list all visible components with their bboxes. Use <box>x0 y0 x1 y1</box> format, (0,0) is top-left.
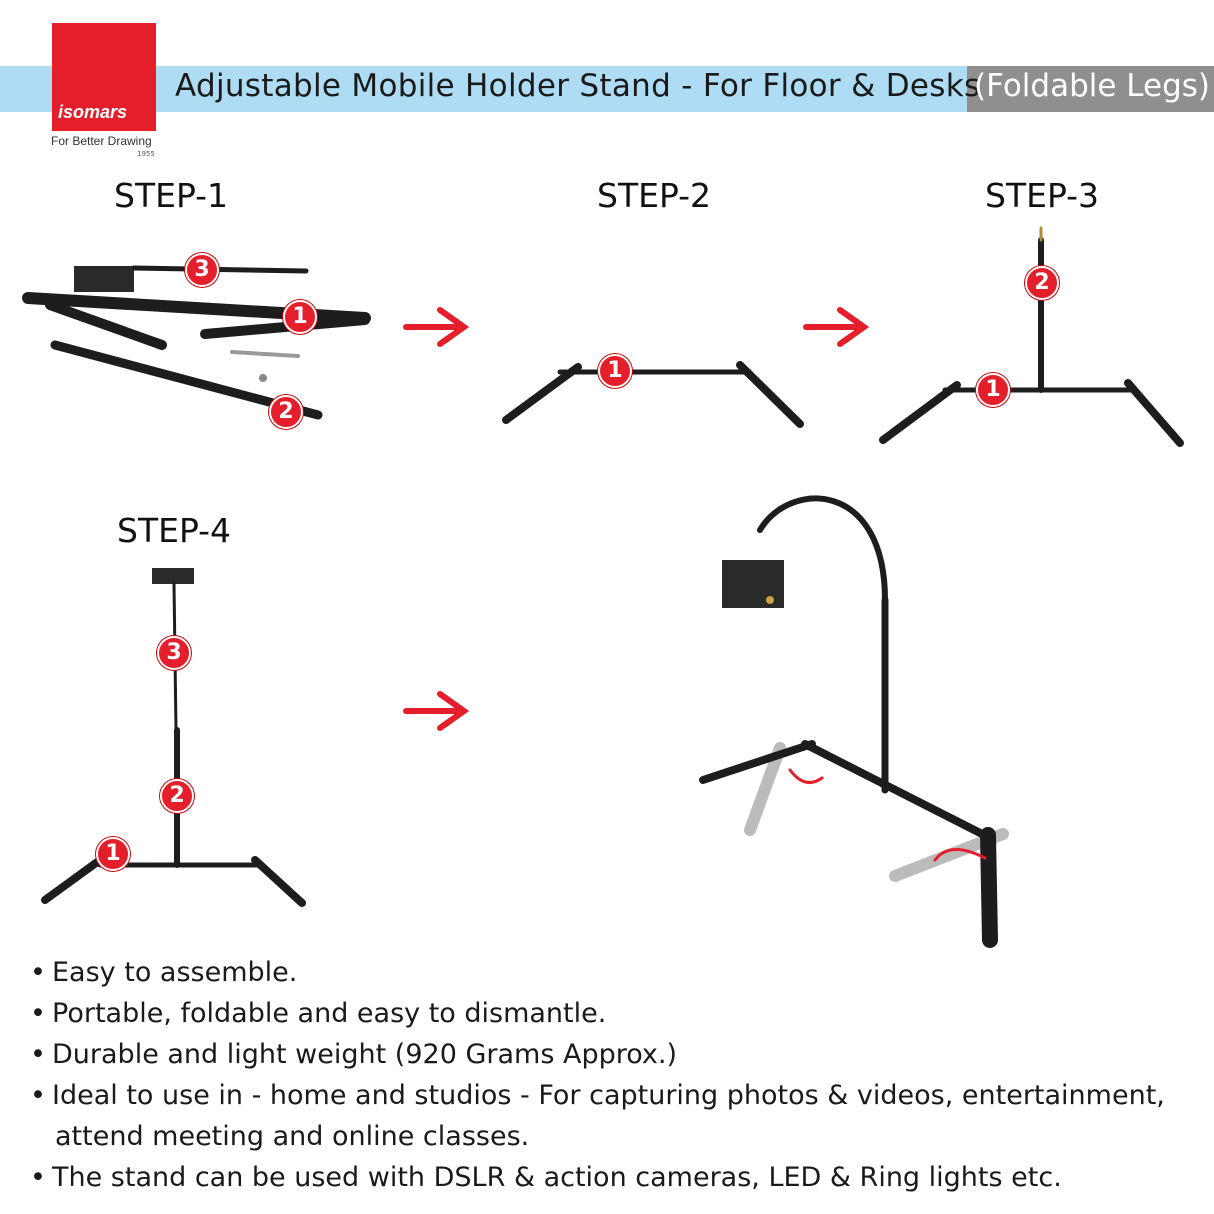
feature-item-continuation: attend meeting and online classes. <box>55 1121 530 1152</box>
step2-base-illustration <box>506 365 800 424</box>
page-subtitle: (Foldable Legs) <box>974 68 1211 104</box>
logo-tagline: For Better Drawing <box>51 134 152 148</box>
step-3-label: STEP-3 <box>985 176 1100 215</box>
feature-item: • Portable, foldable and easy to dismantle. <box>30 993 1165 1034</box>
step4-badge-1: 1 <box>96 837 130 871</box>
step-4-label: STEP-4 <box>117 511 232 550</box>
feature-item: • Durable and light weight (920 Grams Approx.) <box>30 1034 1165 1075</box>
step-2-label: STEP-2 <box>597 176 712 215</box>
step4-assembled-stand-illustration <box>45 568 302 903</box>
step3-badge-2: 2 <box>1025 266 1059 300</box>
logo-wordmark: isomars <box>58 102 128 122</box>
arrow-right-icon <box>406 694 464 728</box>
step-1-label: STEP-1 <box>114 176 229 215</box>
arrow-right-icon <box>806 310 864 344</box>
logo-year: 1955 <box>137 150 155 158</box>
step1-badge-2: 2 <box>269 395 303 429</box>
step4-badge-3: 3 <box>157 636 191 670</box>
feature-list <box>30 952 1165 1198</box>
final-product-illustration <box>703 498 1003 940</box>
step3-base-with-pole-illustration <box>883 228 1180 443</box>
feature-item: • Easy to assemble. <box>30 952 1165 993</box>
step4-badge-2: 2 <box>160 779 194 813</box>
page-title: Adjustable Mobile Holder Stand - For Floor & Desks <box>175 68 981 104</box>
feature-item: • The stand can be used with DSLR & action cameras, LED & Ring lights etc. <box>30 1157 1165 1198</box>
step1-badge-1: 1 <box>283 300 317 334</box>
step1-parts-illustration <box>28 266 365 415</box>
step3-badge-1: 1 <box>976 373 1010 407</box>
feature-item: • Ideal to use in - home and studios - For capturing photos & videos, entertainment, <box>30 1075 1165 1116</box>
step1-badge-3: 3 <box>185 253 219 287</box>
step2-badge-1: 1 <box>598 354 632 388</box>
arrow-right-icon <box>406 310 464 344</box>
